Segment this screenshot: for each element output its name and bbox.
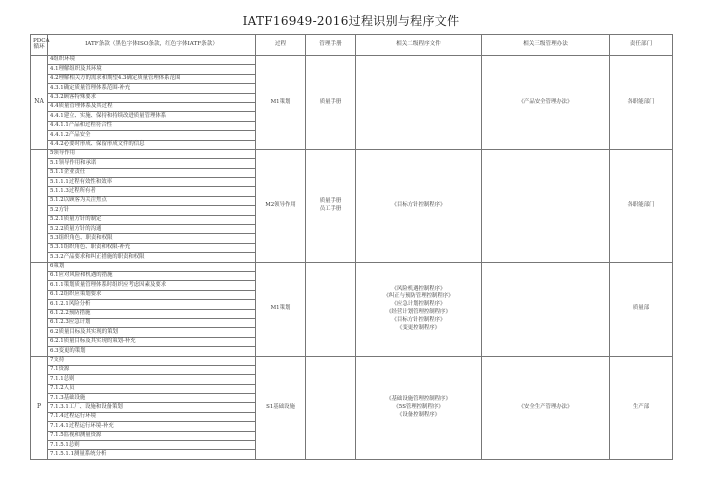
process-cell-planning: M1策划 <box>256 262 306 356</box>
table-header-row <box>31 35 673 56</box>
clause-cell: 7.1.5监视和测量资源 <box>48 431 256 440</box>
clause-cell: 4.4.2必要时形成、保留形成文件的信息 <box>48 140 256 149</box>
pdca-cell-leadership <box>31 149 48 262</box>
level2-cell-leadership <box>356 149 482 262</box>
manual-cell-leadership <box>306 149 356 262</box>
level2-cell-planning-line: 《目标方针控制程序》 <box>391 316 446 323</box>
table-row <box>31 356 673 365</box>
manual-cell-context-line: 质量手册 <box>319 98 342 105</box>
level2-cell-context <box>356 56 482 150</box>
level2-cell-support-line: 《5S管理控制程序》 <box>393 403 444 410</box>
level3-cell-context: 《产品安全管理办法》 <box>482 56 610 150</box>
clause-cell: 7.1.5.1.1测量系统分析 <box>48 450 256 459</box>
level3-cell-leadership <box>482 149 610 262</box>
table-row <box>31 56 673 65</box>
header-pdca-line: PDCA <box>33 38 50 45</box>
clause-cell: 5.2.2质量方针的沟通 <box>48 225 256 234</box>
clause-cell: 4.1理解组织及其环境 <box>48 65 256 74</box>
header-pdca-line: 循环 <box>33 44 45 50</box>
clause-cell: 5领导作用 <box>48 149 256 158</box>
clause-cell: 7支持 <box>48 356 256 365</box>
level3-cell-planning <box>482 262 610 356</box>
level2-cell-planning-line: 《风险机遇控制程序》 <box>391 285 446 292</box>
level3-cell-support: 《安全生产管理办法》 <box>482 356 610 459</box>
level2-cell-support-line: 《基础设施管理控制程序》 <box>386 395 451 402</box>
dept-cell-planning: 质量部 <box>610 262 673 356</box>
manual-cell-leadership-line: 员工手册 <box>319 205 342 212</box>
process-cell-context: M1策划 <box>256 56 306 150</box>
process-cell-support: S1基础设施 <box>256 356 306 459</box>
clause-cell: 5.3组织角色、职责和权限 <box>48 234 256 243</box>
clause-cell: 6.2.1质量目标及其实现的策划-补充 <box>48 337 256 346</box>
clause-cell: 6.1应对风险和机遇的措施 <box>48 271 256 280</box>
clause-cell: 6.1.2组织应策划要求 <box>48 290 256 299</box>
page-title: IATF16949-2016过程识别与程序文件 <box>242 14 460 28</box>
clause-cell: 5.1.1企业责任 <box>48 168 256 177</box>
clause-cell: 4.3.1确定质量管理体系范围-补充 <box>48 84 256 93</box>
clause-cell: 4.3.2顾客特殊要求 <box>48 93 256 102</box>
clause-cell: 7.1资源 <box>48 365 256 374</box>
dept-cell-leadership: 各职能部门 <box>610 149 673 262</box>
manual-cell-context <box>306 56 356 150</box>
pdca-cell-planning <box>31 262 48 356</box>
clause-cell: 4.2理解相关方的需求和期望4.3确定质量管理体系范围 <box>48 74 256 83</box>
header-pdca <box>31 35 48 56</box>
clause-cell: 5.3.2产品要求和纠正措施的职责和权限 <box>48 253 256 262</box>
clause-cell: 6.1.1策划质量管理体系时组织应考虑因素及要求 <box>48 281 256 290</box>
manual-cell-support <box>306 356 356 459</box>
clause-cell: 6.2质量目标及其实现的策划 <box>48 328 256 337</box>
level2-cell-leadership-line: 《目标方针控制程序》 <box>391 201 446 208</box>
clause-cell: 7.1.4过程运行环境 <box>48 412 256 421</box>
table-row <box>31 262 673 271</box>
header-clause: IATF条款（黑色字体ISO条款，红色字体IATF条款） <box>48 35 256 56</box>
header-process: 过程 <box>256 35 306 56</box>
clause-cell: 7.1.4.1过程运行环境-补充 <box>48 422 256 431</box>
clause-cell: 5.1领导作用和承诺 <box>48 159 256 168</box>
header-level2: 相关二级程序文件 <box>356 35 482 56</box>
clause-cell: 6.1.2.2预防措施 <box>48 309 256 318</box>
clause-cell: 7.1.5.1总则 <box>48 441 256 450</box>
level2-cell-planning <box>356 262 482 356</box>
level2-cell-support-line: 《设备控制程序》 <box>396 411 441 418</box>
clause-cell: 7.1.2人员 <box>48 384 256 393</box>
clause-cell: 5.3.1组织角色、职责和权限-补充 <box>48 243 256 252</box>
clause-cell: 4组织环境 <box>48 56 256 65</box>
process-table <box>30 34 673 460</box>
dept-cell-support: 生产部 <box>610 356 673 459</box>
clause-cell: 5.1.1.3过程所有者 <box>48 187 256 196</box>
clause-cell: 4.4.1.2产品安全 <box>48 131 256 140</box>
level2-cell-planning-line: 《变更控制程序》 <box>396 324 441 331</box>
level2-cell-planning-line: 《经营计划管理控制程序》 <box>386 309 451 316</box>
dept-cell-context: 各职能部门 <box>610 56 673 150</box>
level2-cell-support <box>356 356 482 459</box>
level2-cell-planning-line: 《应急计划控制程序》 <box>391 301 446 308</box>
manual-cell-planning <box>306 262 356 356</box>
pdca-cell-context: NA <box>31 56 48 150</box>
clause-cell: 6.3变更的策划 <box>48 347 256 356</box>
clause-cell: 5.2.1质量方针的制定 <box>48 215 256 224</box>
clause-cell: 4.4质量管理体系及其过程 <box>48 102 256 111</box>
header-manual: 管理手册 <box>306 35 356 56</box>
process-cell-leadership: M2领导作用 <box>256 149 306 262</box>
pdca-cell-support: P <box>31 356 48 459</box>
clause-cell: 6策划 <box>48 262 256 271</box>
clause-cell: 7.1.3基础设施 <box>48 394 256 403</box>
clause-cell: 5.1.1.1过程有效性和效率 <box>48 178 256 187</box>
clause-cell: 5.2方针 <box>48 206 256 215</box>
manual-cell-leadership-line: 质量手册 <box>319 197 342 204</box>
clause-cell: 4.4.1建立、实施、保持和持续改进质量管理体系 <box>48 112 256 121</box>
clause-cell: 5.1.2以顾客为关注焦点 <box>48 196 256 205</box>
clause-cell: 7.1.3.1工厂、设施和设备策划 <box>48 403 256 412</box>
header-dept: 责任部门 <box>610 35 673 56</box>
table-row <box>31 149 673 158</box>
clause-cell: 7.1.1总则 <box>48 375 256 384</box>
clause-cell: 6.1.2.1风险分析 <box>48 300 256 309</box>
header-level3: 相关三级管理办法 <box>482 35 610 56</box>
clause-cell: 6.1.2.3应急计划 <box>48 318 256 327</box>
level2-cell-planning-line: 《纠正与预防管理控制程序》 <box>383 293 454 300</box>
clause-cell: 4.4.1.1产品和过程符合性 <box>48 121 256 130</box>
